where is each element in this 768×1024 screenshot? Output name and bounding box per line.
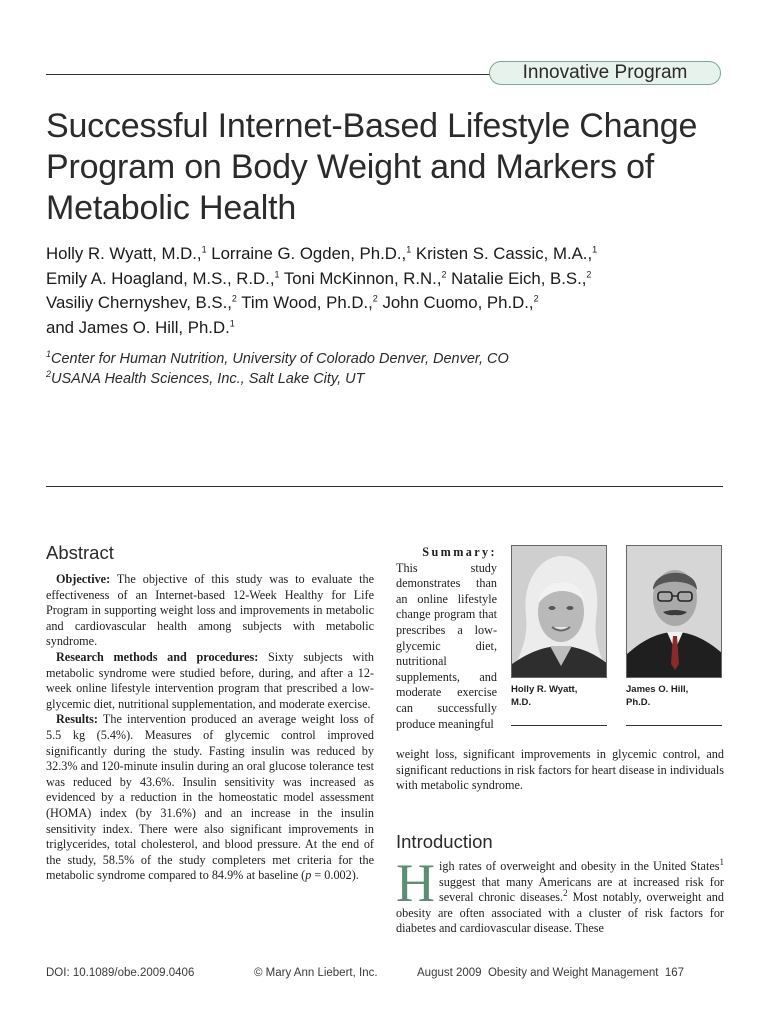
- article-title: Successful Internet-Based Lifestyle Change Program on Body Weight and Markers of Metabolic Health: [46, 107, 698, 227]
- author-line: Vasiliy Chernyshev, B.S.,$^2$ Tim Wood, Ph.D.,$^2$ John Cuomo, Ph.D.,$^2$: [46, 293, 539, 312]
- photo-caption-hill: James O. Hill, Ph.D.: [626, 684, 689, 708]
- caption-rule: [626, 725, 722, 726]
- introduction-body: High rates of overweight and obesity in the United States$^1$ suggest that many Americans are at increased risk for several chronic diseases.$^2$ Most notably, overweight and obesity are often associated with a cluster of risk factors for diabetes and cardiovascular disease. These: [396, 853, 724, 936]
- author-list: [46, 242, 736, 340]
- photo-caption-wyatt: Holly R. Wyatt, M.D.: [511, 684, 578, 708]
- affiliation: $^1$Center for Human Nutrition, University of Colorado Denver, Denver, CO: [46, 349, 509, 367]
- summary-label: Summary:: [422, 545, 497, 559]
- drop-cap: H: [396, 853, 435, 913]
- abstract-methods: Research methods and procedures: Sixty subjects with metabolic syndrome were studied before, during, and after a 12-week online lifestyle intervention program that prescribed a low-glycemic diet, nutritional supplementation, and moderate exercise.: [46, 649, 374, 711]
- author-photo-wyatt: [511, 545, 607, 678]
- introduction-heading: Introduction: [396, 831, 493, 852]
- abstract-objective: Objective: The objective of this study was to evaluate the effectiveness of an Internet-based 12-Week Healthy for Life Program in supporting weight loss and improvements in metabolic and cardiovascular health among subjects with metabolic syndrome.: [46, 572, 374, 649]
- author-line: and James O. Hill, Ph.D.$^1$: [46, 317, 235, 337]
- footer-copyright: © Mary Ann Liebert, Inc.: [254, 967, 378, 979]
- author-photo-hill: [626, 545, 722, 678]
- section-tag: Innovative Program: [489, 61, 721, 85]
- caption-rule: [511, 725, 607, 726]
- author-line: Holly R. Wyatt, M.D.,$^1$ Lorraine G. Ogden, Ph.D.,$^1$ Kristen S. Cassic, M.A.,$^1$: [46, 244, 598, 263]
- author-line: Emily A. Hoagland, M.S., R.D.,$^1$ Toni McKinnon, R.N.,$^2$ Natalie Eich, B.S.,$^2$: [46, 268, 592, 288]
- summary-text-continued: weight loss, significant improvements in glycemic control, and significant reductions in risk factors for heart disease in individuals with metabolic syndrome.: [396, 747, 724, 793]
- header-rule: [46, 74, 506, 75]
- affiliation: $^2$USANA Health Sciences, Inc., Salt Lake City, UT: [46, 369, 365, 387]
- abstract-heading: Abstract: [46, 542, 114, 563]
- summary-box: [396, 545, 497, 732]
- abstract-results: Results: The intervention produced an average weight loss of 5.5 kg (5.4%). Measures of glycemic control improved significantly during the study. Fasting insulin was reduced by 32.3% and 120-minute insulin during an oral glucose tolerance test was reduced by 43.6%. Insulin sensitivity was increased as evidenced by a reduction in the homeostatic model assessment (HOMA) index (by 31.6%) and an increase in the insulin sensitivity index. There were also significant improvements in triglycerides, total cholesterol, and blood pressure. At the end of the study, 58.5% of the study completers met criteria for the metabolic syndrome compared to 84.9% at baseline (p = 0.002).: [46, 712, 374, 883]
- footer-page-number: 167: [664, 967, 685, 979]
- footer-journal: Obesity and Weight Management: [487, 967, 659, 979]
- footer-issue: [417, 967, 684, 979]
- footer-doi: DOI: 10.1089/obe.2009.0406: [46, 967, 195, 979]
- affiliations: [46, 349, 736, 389]
- section-divider: [46, 486, 723, 487]
- portrait-image: [627, 546, 722, 678]
- abstract-body: [46, 572, 374, 884]
- footer-date: August 2009: [417, 967, 482, 979]
- summary-text: This study demonstrates than an online lifestyle change program that prescribes a low-glycemic diet, nutritional supplements, and moderate exercise can successfully produce meaningful: [396, 560, 497, 731]
- portrait-image: [512, 546, 607, 678]
